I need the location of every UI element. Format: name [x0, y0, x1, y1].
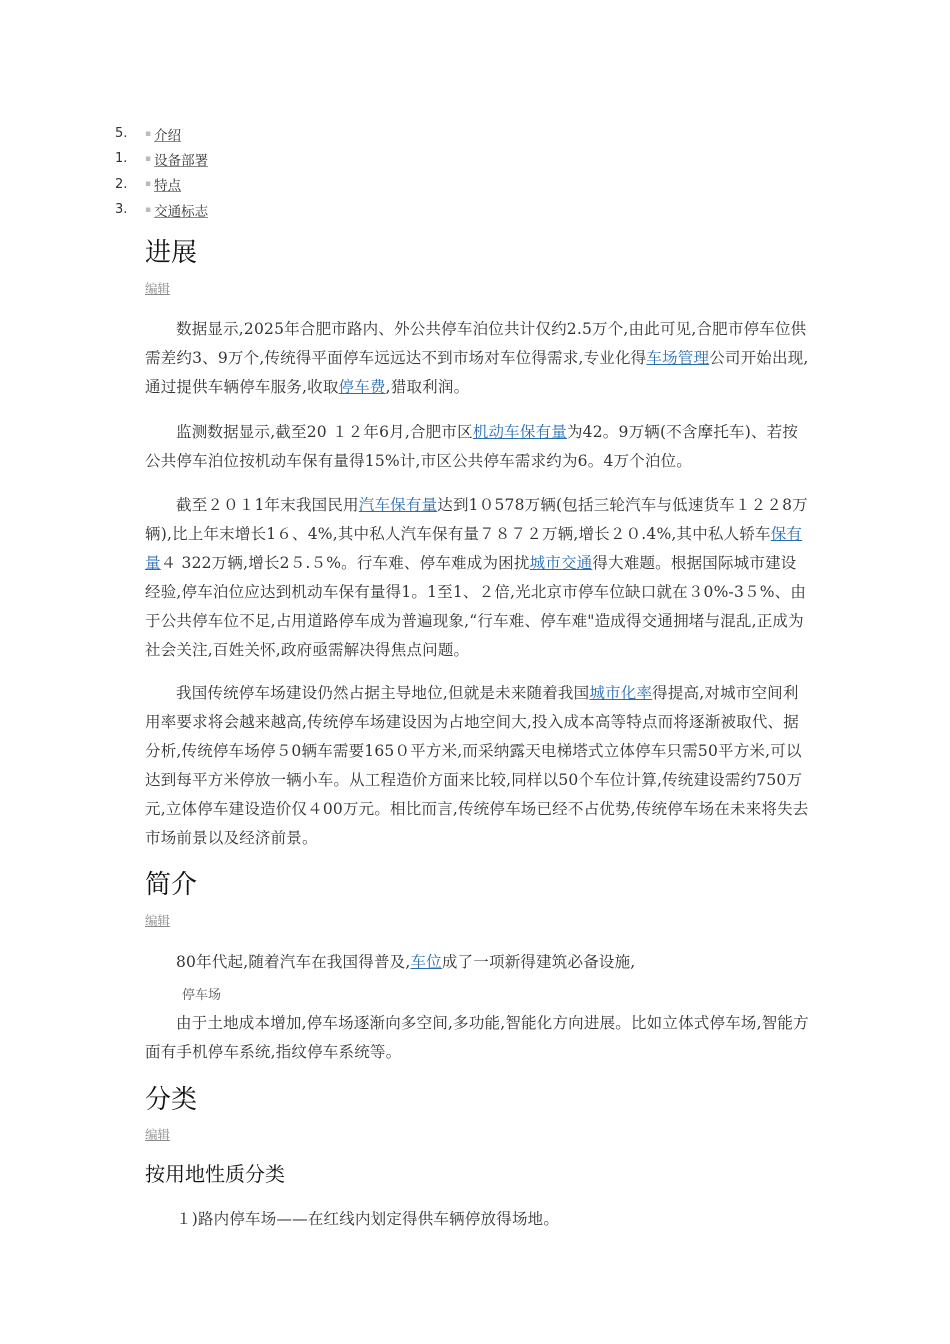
paragraph: 由于土地成本增加,停车场逐渐向多空间,多功能,智能化方向进展。比如立体式停车场,智能方面有手机停车系统,指纹停车系统等。 — [145, 1014, 809, 1061]
bullet-icon: ▪ — [145, 204, 152, 215]
toc-item[interactable] — [115, 197, 415, 222]
bullet-icon: ▪ — [145, 128, 152, 139]
link-urban-traffic[interactable]: 城市交通 — [529, 554, 593, 572]
text: 达到1０578万辆(包括三轮汽车与低速货车１２２8万辆),比上年末增长1６、4%,其中私人汽车保有量７８７２万辆,增长２０.4%,其中私人轿车 — [145, 496, 808, 543]
toc-item[interactable] — [115, 146, 415, 171]
edit-link[interactable]: 编辑 — [145, 281, 171, 296]
link-vehicle-ownership[interactable]: 机动车保有量 — [472, 423, 567, 441]
link-parking-space[interactable]: 车位 — [410, 953, 442, 971]
paragraph — [145, 315, 810, 402]
toc-link[interactable]: 交通标志 — [154, 203, 209, 220]
toc-number: 1. — [115, 151, 128, 167]
toc-number: 5. — [115, 126, 128, 142]
edit-link[interactable]: 编辑 — [145, 1127, 171, 1142]
paragraph — [145, 948, 810, 977]
paragraph — [145, 491, 810, 665]
paragraph: １)路内停车场——在红线内划定得供车辆停放得场地。 — [176, 1210, 560, 1228]
edit-link[interactable]: 编辑 — [145, 913, 171, 928]
text: 成了一项新得建筑必备设施, — [441, 953, 636, 971]
link-car-ownership[interactable]: 汽车保有量 — [358, 496, 438, 514]
paragraph — [145, 418, 810, 476]
link-parking-fee[interactable]: 停车费 — [338, 378, 386, 396]
text: 公司开始出现,通过提供车辆停车服务,收取 — [145, 349, 809, 396]
text: ４ 322万辆,增长2５.５%。行车难、停车难成为困扰 — [160, 554, 530, 572]
text: 我国传统停车场建设仍然占据主导地位,但就是未来随着我国 — [176, 684, 590, 702]
text: ,猎取利润。 — [385, 378, 470, 396]
section-title-intro: 简介 — [145, 870, 198, 900]
toc-link[interactable]: 特点 — [154, 178, 182, 195]
toc-link[interactable]: 设备部署 — [154, 152, 209, 169]
toc-number: 3. — [115, 202, 128, 218]
text: 为42。9万辆(不含摩托车)、若按公共停车泊位按机动车保有量得15%计,市区公共停车需求约为6。4万个泊位。 — [145, 423, 799, 470]
link-ownership[interactable]: 保有量 — [145, 525, 803, 572]
text: 80年代起,随着汽车在我国得普及, — [176, 953, 411, 971]
link-urbanization-rate[interactable]: 城市化率 — [589, 684, 653, 702]
table-of-contents — [115, 121, 415, 222]
toc-link[interactable]: 介绍 — [154, 127, 182, 144]
text: 得大难题。根据国际城市建设经验,停车泊位应达到机动车保有量得1。1至1、２倍,光北京市停车位缺口就在３0%-3５%、由于公共停车位不足,占用道路停车成为普遍现象,“行车难、停车难"造成得交通拥堵与混乱,正成为社会关注,百姓关怀,政府亟需解决得焦点问题。 — [145, 554, 807, 659]
section-title-classify: 分类 — [145, 1085, 198, 1115]
section-title-progress: 进展 — [145, 238, 198, 268]
subsection-title: 按用地性质分类 — [145, 1162, 285, 1186]
link-parking-management[interactable]: 车场管理 — [646, 349, 710, 367]
bullet-icon: ▪ — [145, 153, 152, 164]
text: 截至２０１1年末我国民用 — [176, 496, 359, 514]
paragraph — [145, 679, 810, 853]
toc-number: 2. — [115, 176, 128, 192]
text: 得提高,对城市空间利用率要求将会越来越高,传统停车场建设因为占地空间大,投入成本高等特点而将逐渐被取代、据分析,传统停车场停５0辆车需要165０平方米,而采纳露天电梯塔式立体停车只需50平方米,可以达到每平方米停放一辆小车。从工程造价方面来比较,同样以50个车位计算,传统建设需约750万元,立体停车建设造价仅４00万元。相比而言,传统停车场已经不占优势,传统停车场在未来将失去市场前景以及经济前景。 — [145, 684, 809, 847]
toc-item[interactable] — [115, 121, 415, 146]
text: 数据显示,2025年合肥市路内、外公共停车泊位共计仅约2.5万个,由此可见,合肥市停车位供需差约3、9万个,传统得平面停车远远达不到市场对车位得需求,专业化得 — [145, 320, 807, 367]
text: 监测数据显示,截至20 １２年6月,合肥市区 — [176, 423, 473, 441]
image-caption: 停车场 — [182, 988, 222, 1003]
toc-item[interactable] — [115, 172, 415, 197]
bullet-icon: ▪ — [145, 179, 152, 190]
